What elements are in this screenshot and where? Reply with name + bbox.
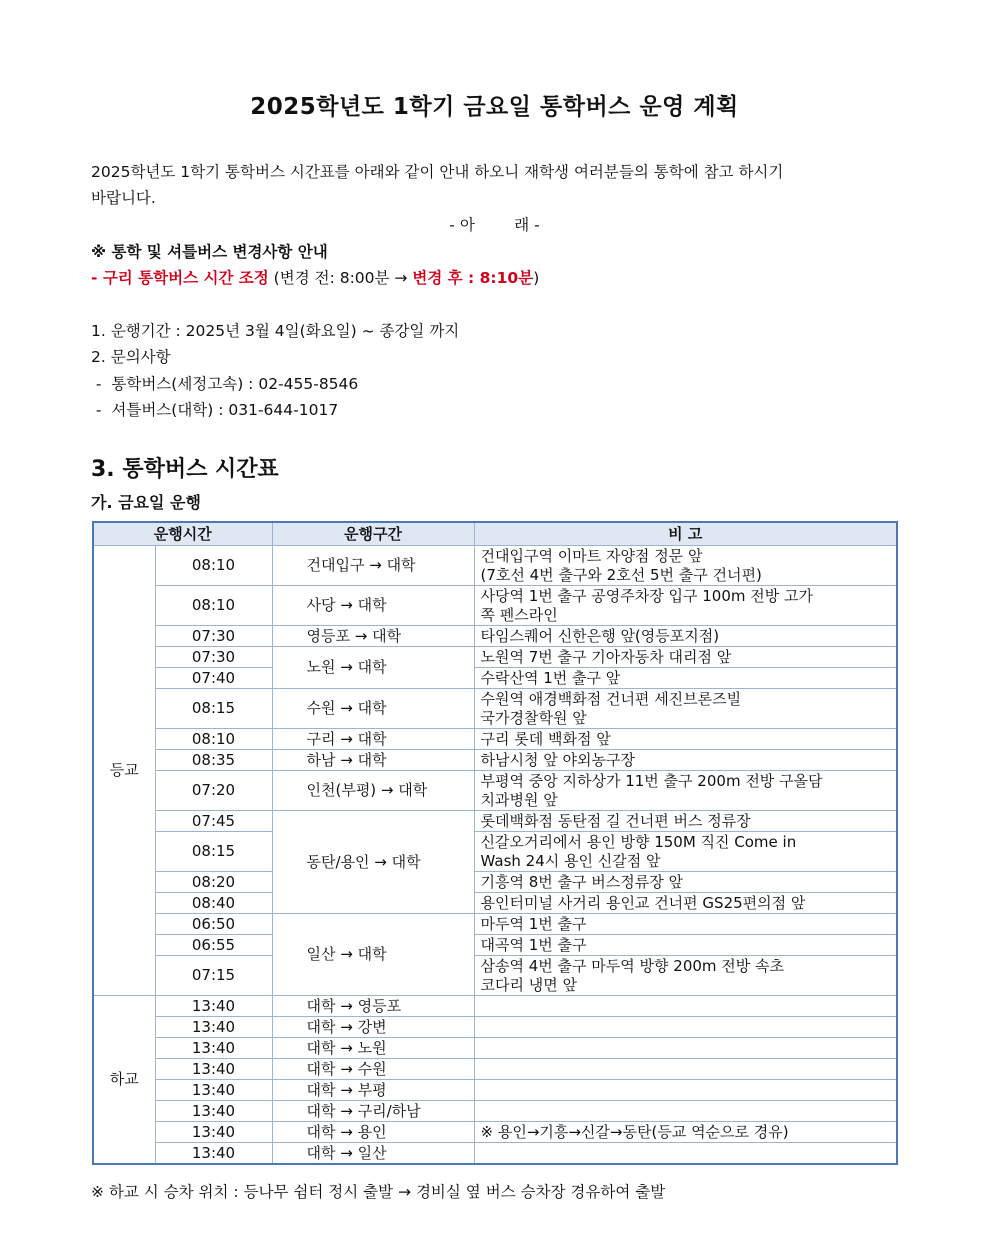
table-row xyxy=(93,1143,897,1165)
time-cell: 08:10 xyxy=(155,729,272,750)
route-cell: 대학 → 부평 xyxy=(272,1080,474,1101)
route-cell: 영등포 → 대학 xyxy=(272,626,474,647)
note-cell xyxy=(474,1143,897,1165)
group-afternoon: 하교 xyxy=(93,996,155,1165)
note-cell: 신갈오거리에서 용인 방향 150M 직진 Come in Wash 24시 용인 신갈점 앞 xyxy=(474,832,897,872)
time-cell: 07:20 xyxy=(155,771,272,811)
time-cell: 13:40 xyxy=(155,1080,272,1101)
route-cell: 대학 → 수원 xyxy=(272,1059,474,1080)
route-cell: 하남 → 대학 xyxy=(272,750,474,771)
note-cell xyxy=(474,996,897,1017)
route-cell: 대학 → 일산 xyxy=(272,1143,474,1165)
intro-text-line1: 2025학년도 1학기 통학버스 시간표를 아래와 같이 안내 하오니 재학생 여러분들의 통학에 참고 하시기 xyxy=(91,163,784,181)
table-row xyxy=(93,626,897,647)
note-cell: 타임스퀘어 신한은행 앞(영등포지점) xyxy=(474,626,897,647)
sub-title: 가. 금요일 운행 xyxy=(91,493,201,512)
time-cell: 07:15 xyxy=(155,956,272,996)
section-title: 3. 통학버스 시간표 xyxy=(91,457,279,482)
time-cell: 08:35 xyxy=(155,750,272,771)
table-row xyxy=(93,546,897,586)
time-cell: 06:55 xyxy=(155,935,272,956)
table-row xyxy=(93,996,897,1017)
time-cell: 13:40 xyxy=(155,1143,272,1165)
notice-change-label: - 구리 통학버스 시간 조정 xyxy=(91,269,269,287)
table-row xyxy=(93,872,897,893)
notice-heading: ※ 통학 및 셔틀버스 변경사항 안내 xyxy=(91,243,328,261)
time-cell: 13:40 xyxy=(155,1059,272,1080)
time-cell: 07:45 xyxy=(155,811,272,832)
time-cell: 08:15 xyxy=(155,832,272,872)
info-bus-contact: - 통학버스(세정고속) : 02-455-8546 xyxy=(91,375,359,393)
route-cell: 대학 → 노원 xyxy=(272,1038,474,1059)
time-cell: 08:40 xyxy=(155,893,272,914)
table-row xyxy=(93,832,897,872)
header-note: 비 고 xyxy=(474,522,897,546)
note-cell: 마두역 1번 출구 xyxy=(474,914,897,935)
table-row xyxy=(93,668,897,689)
route-cell: 일산 → 대학 xyxy=(272,914,474,996)
page-title: 2025학년도 1학기 금요일 통학버스 운영 계획 xyxy=(250,94,739,120)
note-cell xyxy=(474,1059,897,1080)
time-cell: 08:15 xyxy=(155,689,272,729)
table-row xyxy=(93,1059,897,1080)
notice-change-close: ) xyxy=(533,269,540,287)
time-cell: 08:20 xyxy=(155,872,272,893)
info-period: 1. 운행기간 : 2025년 3월 4일(화요일) ~ 종강일 까지 xyxy=(91,322,460,340)
table-row xyxy=(93,1101,897,1122)
time-cell: 13:40 xyxy=(155,1122,272,1143)
note-cell xyxy=(474,1017,897,1038)
note-cell: 수락산역 1번 출구 앞 xyxy=(474,668,897,689)
note-cell: 롯데백화점 동탄점 길 건너편 버스 정류장 xyxy=(474,811,897,832)
table-row xyxy=(93,1080,897,1101)
note-cell: 삼송역 4번 출구 마두역 방향 200m 전방 속초 코다리 냉면 앞 xyxy=(474,956,897,996)
route-cell: 인천(부평) → 대학 xyxy=(272,771,474,811)
table-row xyxy=(93,935,897,956)
header-route: 운행구간 xyxy=(272,522,474,546)
note-cell: 부평역 중앙 지하상가 11번 출구 200m 전방 구올담 치과병원 앞 xyxy=(474,771,897,811)
route-cell: 대학 → 용인 xyxy=(272,1122,474,1143)
section-divider-label: - 아 래 - xyxy=(449,216,540,234)
table-row xyxy=(93,811,897,832)
time-cell: 06:50 xyxy=(155,914,272,935)
table-row xyxy=(93,647,897,668)
note-cell: 수원역 애경백화점 건너편 세진브론즈빌 국가경찰학원 앞 xyxy=(474,689,897,729)
time-cell: 13:40 xyxy=(155,996,272,1017)
bus-schedule-table xyxy=(92,521,898,1165)
time-cell: 07:30 xyxy=(155,626,272,647)
info-shuttle-contact: - 셔틀버스(대학) : 031-644-1017 xyxy=(91,401,339,419)
note-cell: 건대입구역 이마트 자양점 정문 앞 (7호선 4번 출구와 2호선 5번 출구 건너편) xyxy=(474,546,897,586)
notice-change-after: 변경 후 : 8:10분 xyxy=(412,269,534,287)
table-row xyxy=(93,729,897,750)
note-cell: 사당역 1번 출구 공영주차장 입구 100m 전방 고가 쪽 펜스라인 xyxy=(474,586,897,626)
time-cell: 07:30 xyxy=(155,647,272,668)
table-row xyxy=(93,914,897,935)
note-cell: 구리 롯데 백화점 앞 xyxy=(474,729,897,750)
table-row xyxy=(93,750,897,771)
route-cell: 수원 → 대학 xyxy=(272,689,474,729)
route-cell: 건대입구 → 대학 xyxy=(272,546,474,586)
note-cell: 하남시청 앞 야외농구장 xyxy=(474,750,897,771)
note-cell xyxy=(474,1101,897,1122)
table-row xyxy=(93,956,897,996)
note-cell: 노원역 7번 출구 기아자동차 대리점 앞 xyxy=(474,647,897,668)
time-cell: 08:10 xyxy=(155,586,272,626)
footer-note: ※ 하교 시 승차 위치 : 등나무 쉼터 정시 출발 → 경비실 옆 버스 승차장 경유하여 출발 xyxy=(91,1183,666,1201)
route-cell: 대학 → 영등포 xyxy=(272,996,474,1017)
table-row xyxy=(93,771,897,811)
time-cell: 13:40 xyxy=(155,1017,272,1038)
route-cell: 사당 → 대학 xyxy=(272,586,474,626)
table-row xyxy=(93,1017,897,1038)
time-cell: 08:10 xyxy=(155,546,272,586)
note-cell: 대곡역 1번 출구 xyxy=(474,935,897,956)
note-cell xyxy=(474,1038,897,1059)
table-row xyxy=(93,1122,897,1143)
intro-text-line2: 바랍니다. xyxy=(91,189,156,207)
table-row xyxy=(93,689,897,729)
note-cell: ※ 용인→기흥→신갈→동탄(등교 역순으로 경유) xyxy=(474,1122,897,1143)
time-cell: 13:40 xyxy=(155,1038,272,1059)
route-cell: 동탄/용인 → 대학 xyxy=(272,811,474,914)
notice-change-before: (변경 전: 8:00분 → xyxy=(268,269,413,287)
route-cell: 대학 → 구리/하남 xyxy=(272,1101,474,1122)
route-cell: 구리 → 대학 xyxy=(272,729,474,750)
group-morning: 등교 xyxy=(93,546,155,996)
route-cell: 대학 → 강변 xyxy=(272,1017,474,1038)
note-cell: 용인터미널 사거리 용인교 건너편 GS25편의점 앞 xyxy=(474,893,897,914)
note-cell xyxy=(474,1080,897,1101)
route-cell: 노원 → 대학 xyxy=(272,647,474,689)
table-header-row xyxy=(93,522,897,546)
notice-change xyxy=(91,265,894,291)
time-cell: 13:40 xyxy=(155,1101,272,1122)
info-inquiry: 2. 문의사항 xyxy=(91,348,171,366)
table-row xyxy=(93,893,897,914)
table-row xyxy=(93,586,897,626)
table-row xyxy=(93,1038,897,1059)
note-cell: 기흥역 8번 출구 버스정류장 앞 xyxy=(474,872,897,893)
time-cell: 07:40 xyxy=(155,668,272,689)
header-time: 운행시간 xyxy=(93,522,272,546)
